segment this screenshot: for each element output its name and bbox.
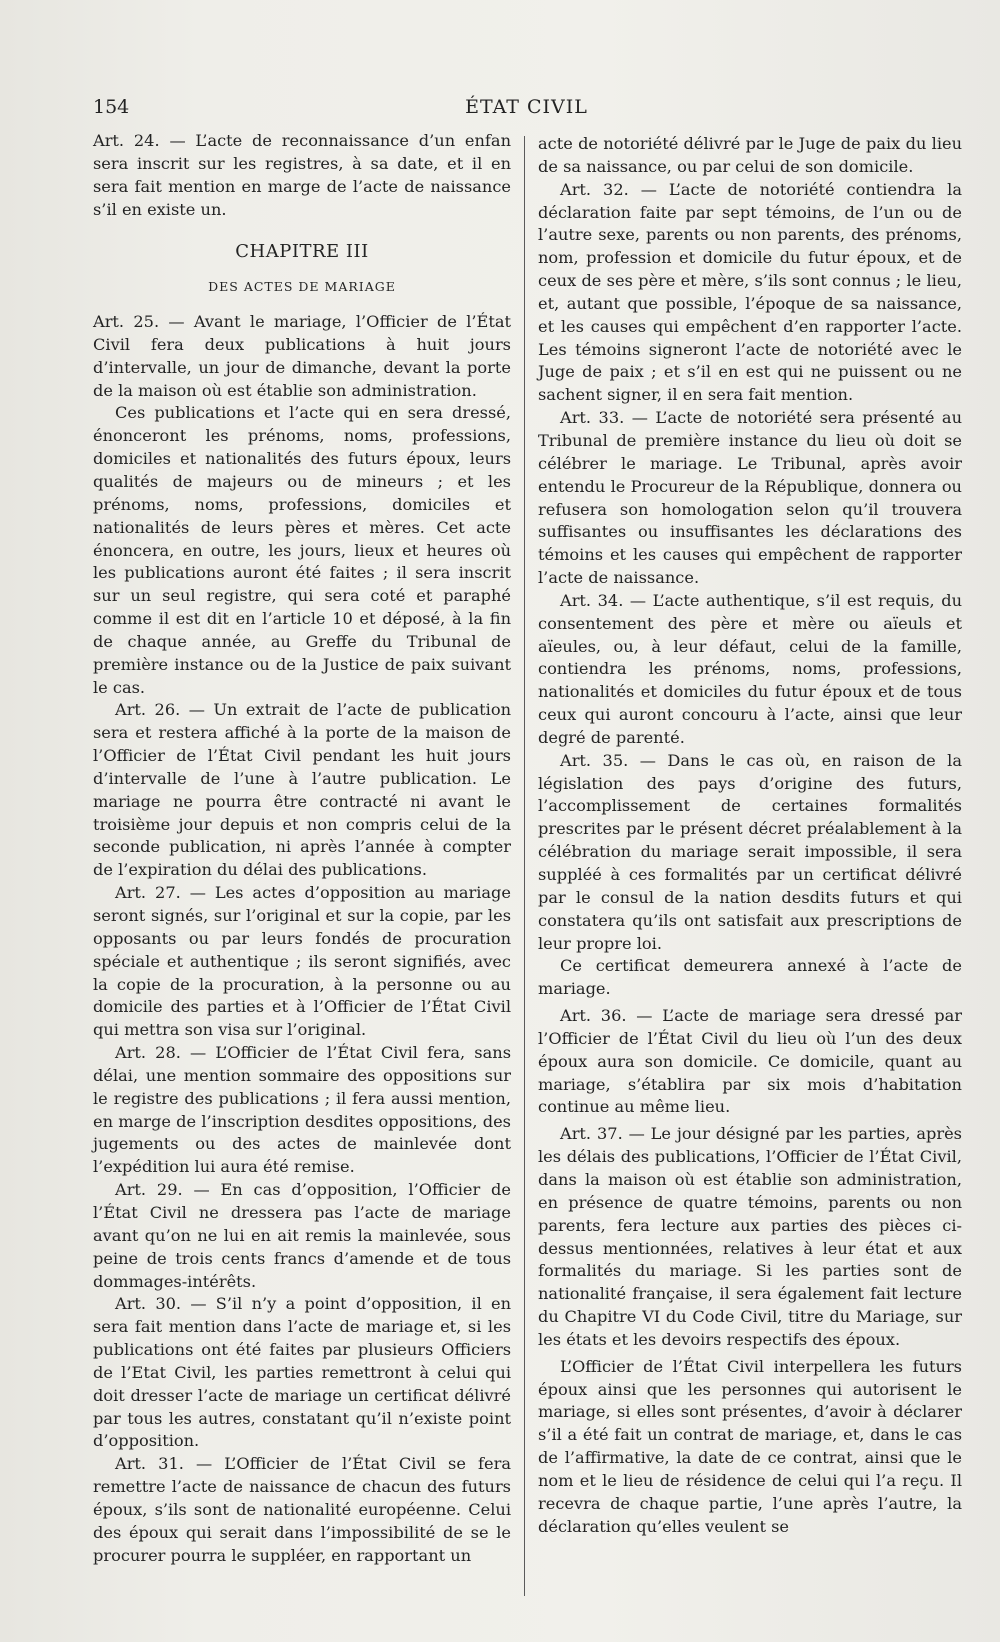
- article-29: Art. 29. — En cas d’opposition, l’Officier de l’État Civil ne dressera pas l’acte de mariage avant qu’on ne lui en ait remis la mainlevée, sous peine de trois cents francs d’amende et de tous dommages-intérêts.: [93, 1180, 511, 1291]
- article-26: Art. 26. — Un extrait de l’acte de publication sera et restera affiché à la porte de la maison de l’Officier de l’État Civil pendant les huit jours d’intervalle de l’une à l’autre publication. Le mariage ne pourra être contracté ni avant le troisième jour depuis et non compris celui de la seconde publication, ni après l’année à compter de l’expiration du délai des publications.: [93, 700, 511, 880]
- article-31: Art. 31. — L’Officier de l’État Civil se fera remettre l’acte de naissance de chacun des futurs époux, s’ils sont de nationalité européenne. Celui des époux qui serait dans l’impossibilité de se le procurer pourra le suppléer, en rapportant un: [93, 1454, 511, 1565]
- page-number: 154: [93, 96, 130, 118]
- article-37: Art. 37. — Le jour désigné par les parties, après les délais des publications, l’Officier de l’État Civil, dans la maison où est établie son administration, en présence de quatre témoins, parents ou non parents, fera lecture aux parties des pièces ci-dessus mentionnées, relatives à leur état et aux formalités du mariage. Si les parties sont de nationalité française, il sera également fait lecture du Chapitre VI du Code Civil, titre du Mariage, sur les états et les devoirs respectifs des époux.: [538, 1124, 962, 1349]
- article-36: Art. 36. — L’acte de mariage sera dressé par l’Officier de l’État Civil du lieu où l’un des deux époux aura son domicile. Ce domicile, quant au mariage, s’établira par six mois d’habitation continue au même lieu.: [538, 1006, 962, 1117]
- article-28: Art. 28. — L’Officier de l’État Civil fera, sans délai, une mention sommaire des oppositions sur le registre des publications ; il fera aussi mention, en marge de l’inscription desdites oppositions, des jugements ou des actes de mainlevée dont l’expédition lui aura été remise.: [93, 1043, 511, 1177]
- article-27: Art. 27. — Les actes d’opposition au mariage seront signés, sur l’original et sur la copie, par les opposants ou par leurs fondés de procuration spéciale et authentique ; ils seront signifiés, avec la copie de la procuration, à la personne ou au domicile des parties et à l’Officier de l’État Civil qui mettra son visa sur l’original.: [93, 883, 511, 1040]
- article-35: Art. 35. — Dans le cas où, en raison de la législation des pays d’origine des futurs, l’accomplissement de certaines formalités prescrites par le présent décret préalablement à la célébration du mariage serait impossible, il sera suppléé à ces formalités par un certificat délivré par le consul de la nation desdits futurs et qui constatera qu’ils ont satisfait aux prescriptions de leur propre loi.: [538, 750, 962, 953]
- article-25: Art. 25. — Avant le mariage, l’Officier de l’État Civil fera deux publications à huit jours d’intervalle, un jour de dimanche, devant la porte de la maison où est établie son administration.: [93, 312, 511, 400]
- article-25-continued: Ces publications et l’acte qui en sera dressé, énonceront les prénoms, noms, professions, domiciles et nationalités des futurs époux, leurs qualités de majeurs ou de mineurs ; et les prénoms, noms, professions, domiciles et nationalités de leurs pères et mères. Cet acte énoncera, en outre, les jours, lieux et heures où les publications auront été faites ; il sera inscrit sur un seul registre, qui sera coté et paraphé comme il est dit en l’article 10 et déposé, à la fin de chaque année, au Greffe du Tribunal de première instance ou de la Justice de paix suivant le cas.: [93, 403, 511, 697]
- chapter-title: CHAPITRE III: [235, 241, 369, 263]
- column-divider: [524, 136, 525, 1596]
- article-35-continued: Ce certificat demeurera annexé à l’acte de mariage.: [538, 956, 962, 999]
- article-37-continued: L’Officier de l’État Civil interpellera les futurs époux ainsi que les personnes qui autorisent le mariage, si elles sont présentes, d’avoir à déclarer s’il a été fait un contrat de mariage, et, dans le cas de l’affirmative, la date de ce contrat, ainsi que le nom et le lieu de résidence de celui qui l’a reçu. Il recevra de chaque partie, l’une après l’autre, la déclaration qu’elles veulent se: [538, 1356, 962, 1536]
- article-34: Art. 34. — L’acte authentique, s’il est requis, du consentement des père et mère ou aïeuls et aïeules, ou, à leur défaut, celui de la famille, contiendra les prénoms, noms, professions, nationalités et domiciles du futur époux et de tous ceux qui auront concouru à l’acte, ainsi que leur degré de parenté.: [538, 590, 962, 747]
- article-32: Art. 32. — L’acte de notoriété contiendra la déclaration faite par sept témoins, de l’un ou de l’autre sexe, parents ou non parents, des prénoms, nom, profession et domicile du futur époux, et de ceux de ses père et mère, s’ils sont connus ; le lieu, et, autant que possible, l’époque de sa naissance, et les causes qui empêchent d’en rapporter l’acte. Les témoins signeront l’acte de notoriété avec le Juge de paix ; et s’il en est qui ne puissent ou ne sachent signer, il en sera fait mention.: [538, 179, 962, 405]
- running-title: ÉTAT CIVIL: [465, 96, 588, 118]
- article-31-continued: acte de notoriété délivré par le Juge de paix du lieu de sa naissance, ou par celui de son domicile.: [538, 134, 962, 176]
- article-24: Art. 24. — L’acte de reconnaissance d’un enfan sera inscrit sur les registres, à sa date, et il en sera fait mention en marge de l’acte de naissance s’il en existe un.: [93, 131, 511, 219]
- page-header: [93, 96, 960, 128]
- section-title: DES ACTES DE MARIAGE: [208, 279, 396, 295]
- article-33: Art. 33. — L’acte de notoriété sera présenté au Tribunal de première instance du lieu où doit se célébrer le mariage. Le Tribunal, après avoir entendu le Procureur de la République, donnera ou refusera son homologation selon qu’il trouvera suffisantes ou insuffisantes les déclarations des témoins et les causes qui empêchent de rapporter l’acte de naissance.: [538, 408, 962, 588]
- left-column: [93, 130, 511, 1567]
- article-30: Art. 30. — S’il n’y a point d’opposition, il en sera fait mention dans l’acte de mariage et, si les publications ont été faites par plusieurs Officiers de l’Etat Civil, les parties remettront à celui qui doit dresser l’acte de mariage un certificat délivré par tous les autres, constatant qu’il n’existe point d’opposition.: [93, 1294, 511, 1451]
- right-column: [538, 133, 962, 1538]
